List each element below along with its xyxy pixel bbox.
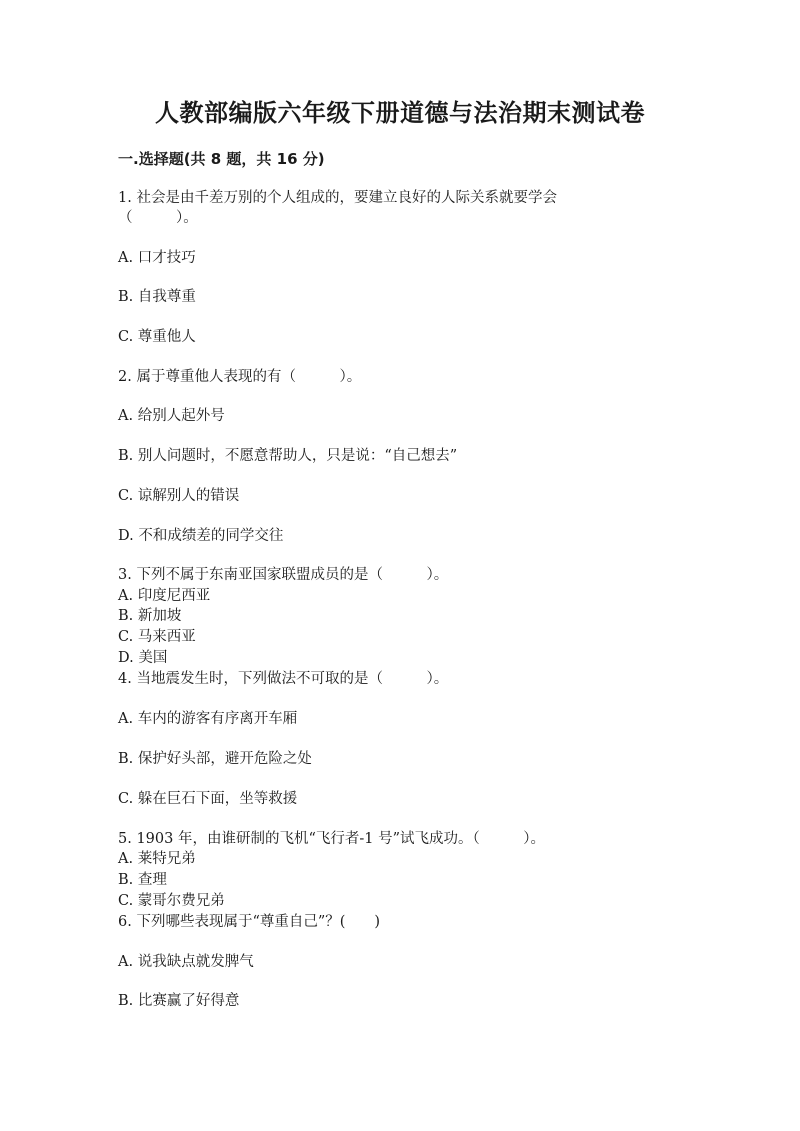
question-5-option-c: C. 蒙哥尔费兄弟	[118, 893, 225, 909]
question-6-option-b: B. 比赛赢了好得意	[118, 993, 240, 1009]
exam-title: 人教部编版六年级下册道德与法治期末测试卷	[155, 99, 645, 127]
question-5-option-a: A. 莱特兄弟	[118, 851, 196, 867]
question-1-option-b: B. 自我尊重	[118, 289, 196, 305]
question-1-option-c: C. 尊重他人	[118, 329, 196, 345]
question-3-stem: 3. 下列不属于东南亚国家联盟成员的是（ ）。	[118, 567, 449, 583]
question-3-option-d: D. 美国	[118, 650, 168, 666]
question-1-blank: （ ）。	[118, 210, 198, 226]
question-4-option-b: B. 保护好头部，避开危险之处	[118, 751, 312, 767]
question-2-option-d: D. 不和成绩差的同学交往	[118, 528, 284, 544]
question-1-option-a: A. 口才技巧	[118, 250, 196, 266]
question-3-option-c: C. 马来西亚	[118, 629, 196, 645]
question-5-stem: 5. 1903 年，由谁研制的飞机“飞行者-1 号”试飞成功。（ ）。	[118, 831, 546, 847]
question-3-option-a: A. 印度尼西亚	[118, 588, 211, 604]
question-4-stem: 4. 当地震发生时，下列做法不可取的是（ ）。	[118, 671, 449, 687]
question-6-stem: 6. 下列哪些表现属于“尊重自己”？( )	[118, 914, 381, 930]
question-1-stem: 1. 社会是由千差万别的个人组成的，要建立良好的人际关系就要学会	[118, 190, 557, 206]
question-2-stem: 2. 属于尊重他人表现的有（ ）。	[118, 369, 362, 385]
question-6-option-a: A. 说我缺点就发脾气	[118, 954, 254, 970]
question-4-option-c: C. 躲在巨石下面，坐等救援	[118, 791, 298, 807]
question-5-option-b: B. 查理	[118, 872, 167, 888]
question-2-option-c: C. 谅解别人的错误	[118, 488, 240, 504]
question-4-option-a: A. 车内的游客有序离开车厢	[118, 711, 298, 727]
question-2-option-a: A. 给别人起外号	[118, 408, 225, 424]
question-2-option-b: B. 别人问题时，不愿意帮助人，只是说：“自己想去”	[118, 448, 458, 464]
section-heading: 一.选择题(共 8 题，共 16 分)	[118, 150, 325, 168]
question-3-option-b: B. 新加坡	[118, 608, 182, 624]
